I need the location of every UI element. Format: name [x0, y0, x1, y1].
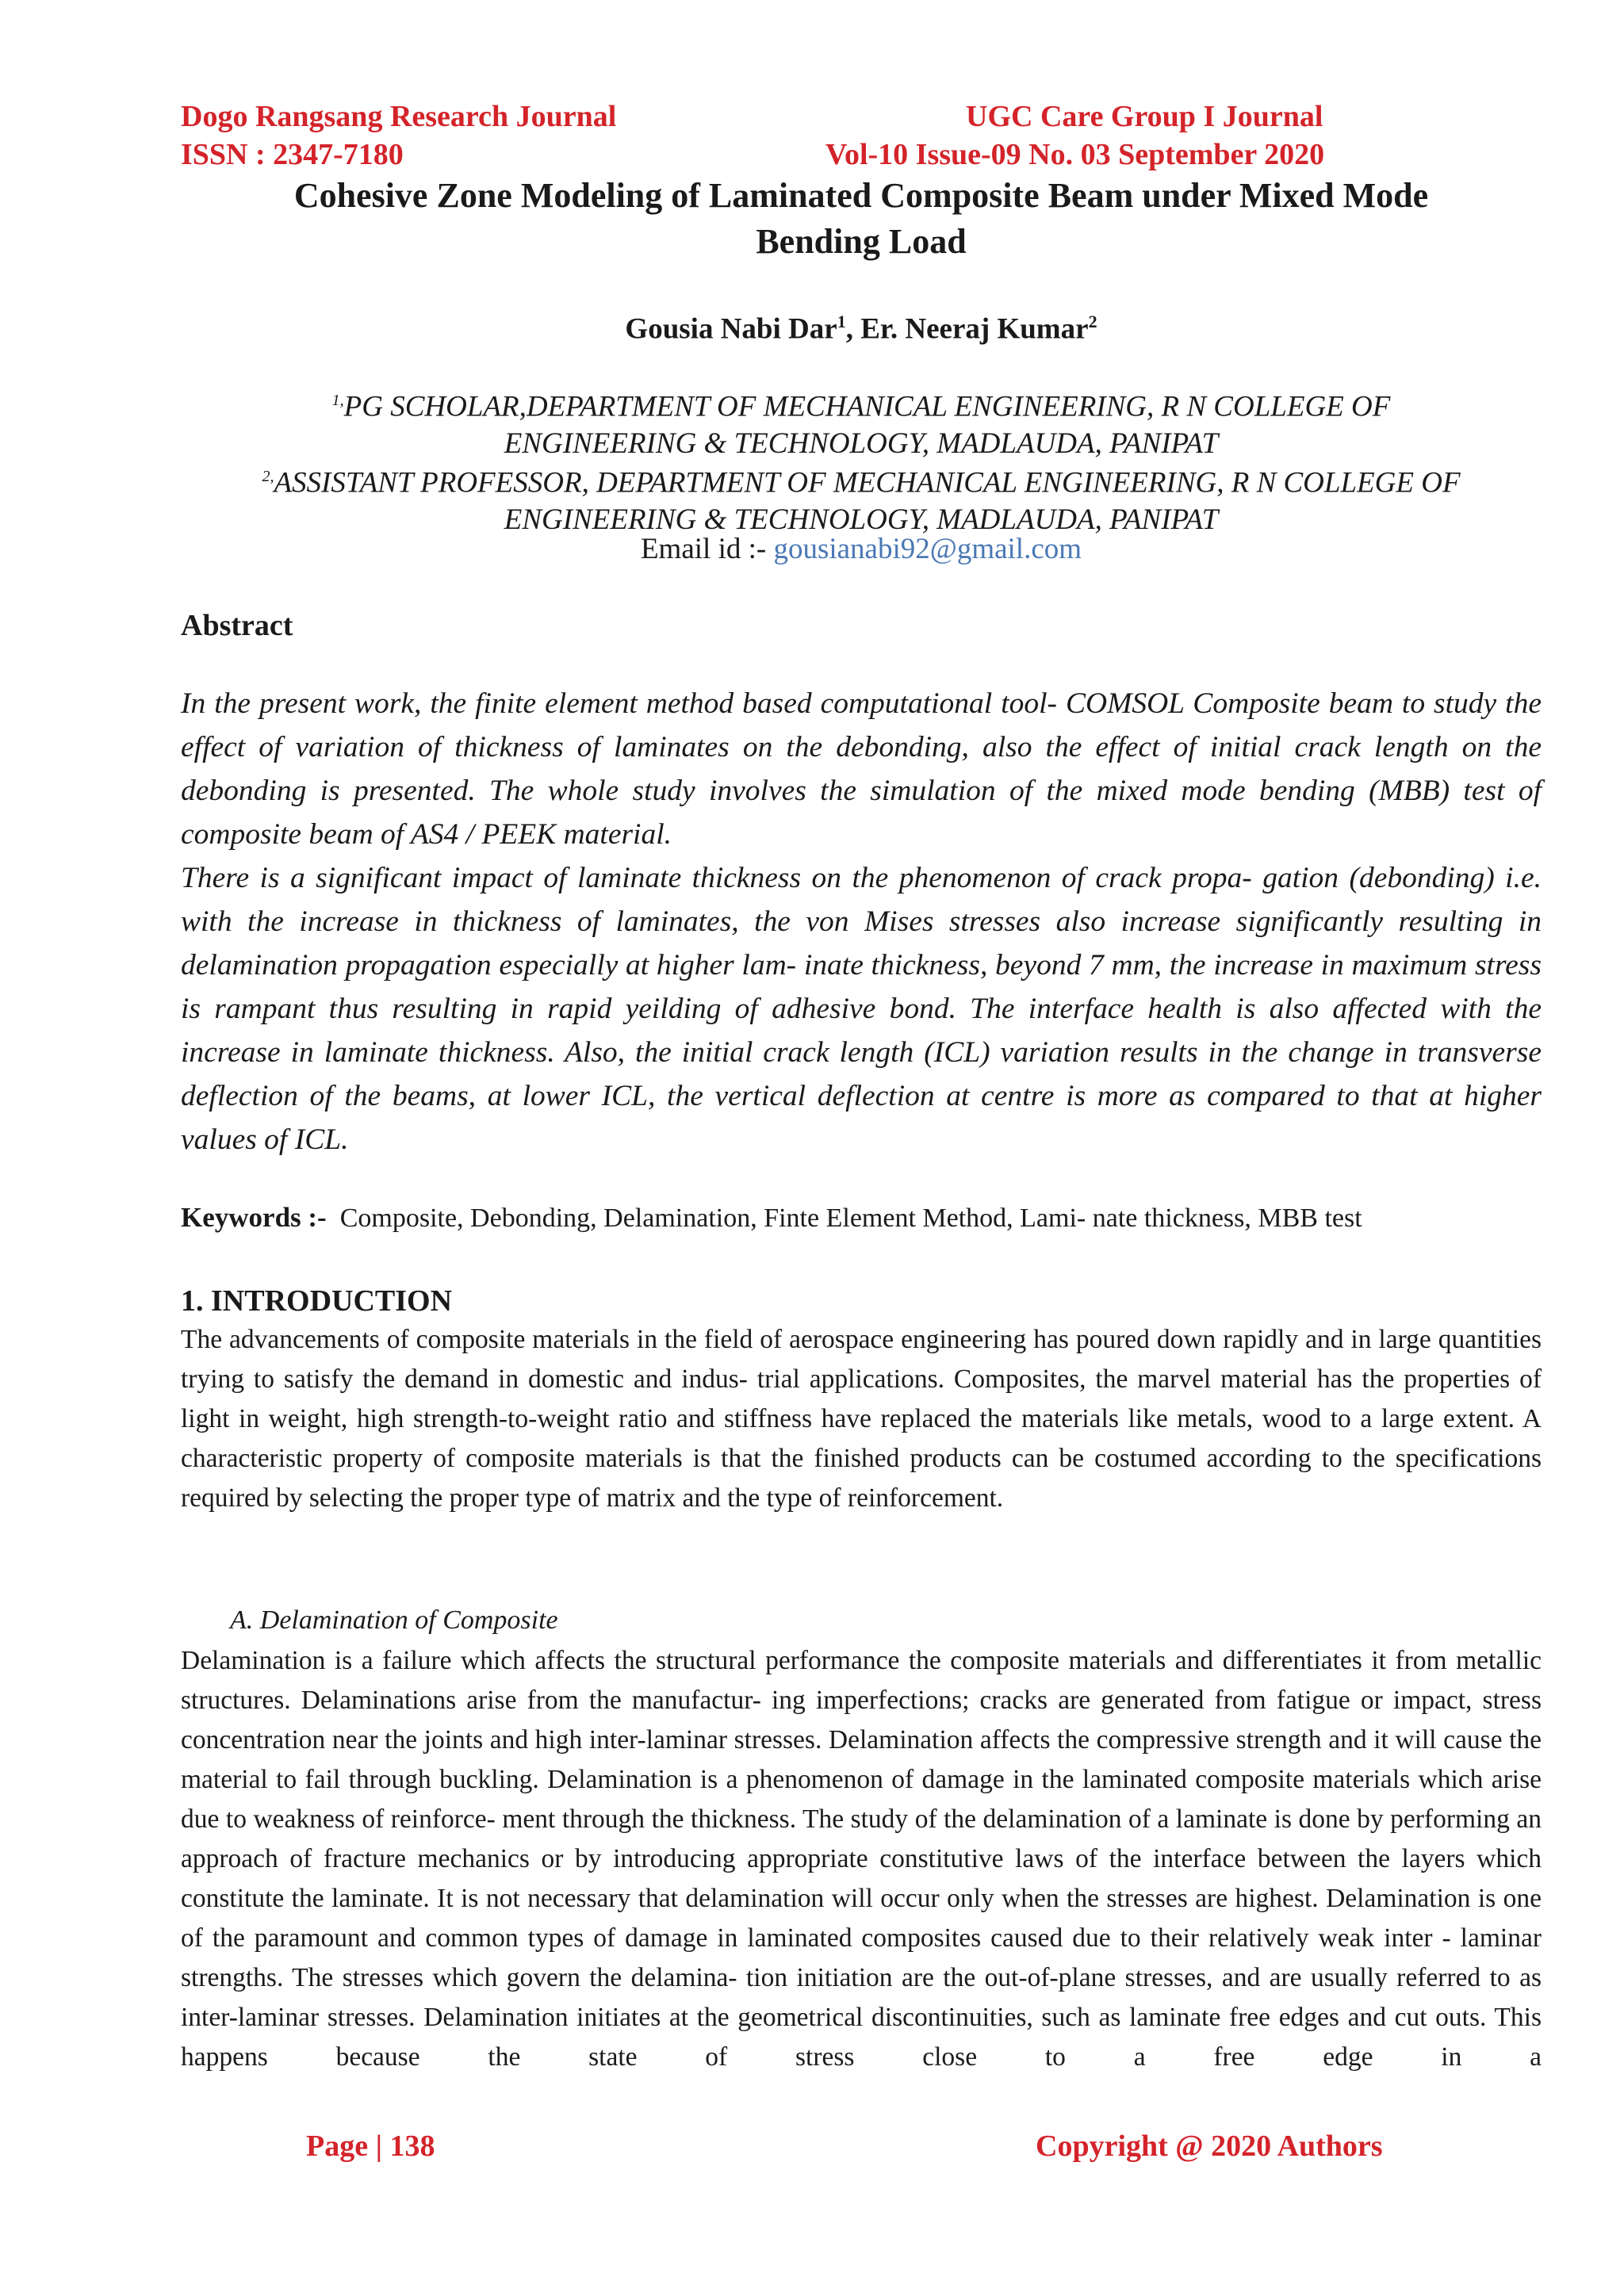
author-list — [181, 304, 1542, 347]
email-line — [181, 531, 1542, 568]
affiliation-2-line-2: ENGINEERING & TECHNOLOGY, MADLAUDA, PANIPAT — [504, 503, 1219, 537]
journal-group: UGC Care Group I Journal — [966, 100, 1323, 133]
keywords-label: Keywords :- — [181, 1202, 327, 1233]
author-2-sup: 2 — [1088, 312, 1097, 331]
delamination-paragraph: Delamination is a failure which affects the structural performance the composite materials and differentiates it from metallic structures. Delaminations arise from the manufactur- ing imperfections; cracks are generated from fatigue or impact, stress concentration near the joints and high inter-laminar stresses. Delamination affects the compressive strength and it will cause the material to fail through buckling. Delamination is a phenomenon of damage in the laminated composite materials which arise due to weakness of reinforce- ment through the thickness. The study of the delamination of a laminate is done by performing an approach of fracture mechanics or by introducing appropriate constitutive laws of the interface between the layers which constitute the laminate. It is not necessary that delamination will occur only when the stresses are highest. Delamination is one of the paramount and common types of damage in laminated composites caused due to their relatively weak inter - laminar strengths. The stresses which govern the delamina- tion initiation are the out-of-plane stresses, and are usually referred to as inter-laminar stresses. Delamination initiates at the geometrical discontinuities, such as laminate free edges and cut outs. This happens because the state of stress close to a free edge in a — [181, 1646, 1542, 2072]
author-2: Er. Neeraj Kumar — [860, 312, 1089, 346]
subsection-heading-delamination: A. Delamination of Composite — [230, 1605, 558, 1635]
affiliation-1-line-2: ENGINEERING & TECHNOLOGY, MADLAUDA, PANIPAT — [504, 427, 1219, 461]
section-heading-introduction: 1. INTRODUCTION — [181, 1284, 453, 1318]
affiliation-1-line-1: PG SCHOLAR,DEPARTMENT OF MECHANICAL ENGINEERING, R N COLLEGE OF — [343, 390, 1391, 423]
copyright-notice: Copyright @ 2020 Authors — [1036, 2130, 1383, 2163]
journal-volume: Vol-10 Issue-09 No. 03 September 2020 — [825, 138, 1325, 171]
affiliation-1-sup: 1, — [331, 392, 344, 409]
journal-issn: ISSN : 2347-7180 — [181, 138, 404, 171]
intro-paragraph: The advancements of composite materials in the field of aerospace engineering has poured down rapidly and in large quantities trying to satisfy the demand in domestic and indus- trial applications. Composites, the marvel material has the properties of light in weight, high strength-to-weight ratio and stiffness have replaced the materials like metals, wood to a large extent. A characteristic property of composite materials is that the finished products can be costumed according to the specifications required by selecting the proper type of matrix and the type of reinforcement. — [181, 1325, 1542, 1513]
email-label: Email id :- — [640, 533, 774, 565]
author-separator: , — [845, 312, 861, 346]
title-line-2: Bending Load — [756, 222, 967, 261]
abstract-heading: Abstract — [181, 609, 293, 642]
paper-title — [181, 173, 1542, 265]
page-number: Page | 138 — [306, 2130, 435, 2163]
affiliation-2-line-1: ASSISTANT PROFESSOR, DEPARTMENT OF MECHANICAL ENGINEERING, R N COLLEGE OF — [274, 466, 1461, 499]
journal-name: Dogo Rangsang Research Journal — [181, 100, 617, 133]
title-line-1: Cohesive Zone Modeling of Laminated Composite Beam under Mixed Mode — [293, 176, 1429, 215]
affiliation-1 — [181, 382, 1542, 462]
affiliation-2 — [181, 458, 1542, 538]
keywords-text: Composite, Debonding, Delamination, Finte Element Method, Lami- nate thickness, MBB test — [339, 1203, 1362, 1233]
author-1-sup: 1 — [837, 312, 846, 331]
affiliation-2-sup: 2, — [262, 468, 274, 485]
keywords-line — [181, 1200, 1542, 1236]
abstract-paragraph-1: In the present work, the finite element method based computational tool- COMSOL Composite beam to study the effect of variation of thickness of laminates on the debonding, also the effect of initial crack length on the debonding is presented. The whole study involves the simulation of the mixed mode bending (MBB) test of composite beam of AS4 / PEEK material. — [181, 687, 1542, 851]
author-1: Gousia Nabi Dar — [625, 312, 837, 346]
abstract-paragraph-2: There is a significant impact of laminate thickness on the phenomenon of crack propa- gation (debonding) i.e. with the increase in thickness of laminates, the von Mises stresses also increase significantly resulting in delamination propagation especially at higher lam- inate thickness, beyond 7 mm, the increase in maximum stress is rampant thus resulting in rapid yeilding of adhesive bond. The interface health is also affected with the increase in laminate thickness. Also, the initial crack length (ICL) variation results in the change in transverse deflection of the beams, at lower ICL, the vertical deflection at centre is more as compared to that at higher values of ICL. — [181, 862, 1542, 1156]
email-link[interactable]: gousianabi92@gmail.com — [773, 533, 1082, 565]
